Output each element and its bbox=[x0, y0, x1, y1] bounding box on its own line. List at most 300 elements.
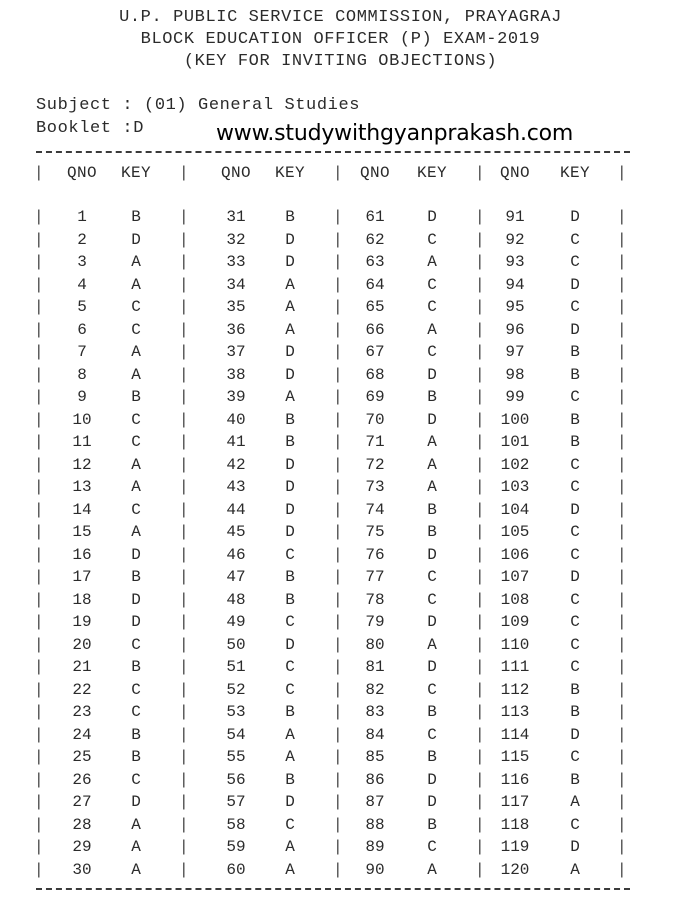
answer-key: B bbox=[427, 815, 437, 834]
column-header-qno: QNO bbox=[499, 164, 530, 182]
column-separator: | bbox=[333, 725, 343, 744]
column-header-qno: QNO bbox=[220, 164, 251, 182]
question-number: 28 bbox=[72, 815, 92, 834]
answer-key: D bbox=[285, 343, 295, 361]
question-number: 26 bbox=[72, 770, 92, 789]
column-separator: | bbox=[333, 275, 343, 294]
column-separator: | bbox=[34, 343, 44, 361]
answer-key: A bbox=[427, 320, 437, 339]
column-separator: | bbox=[34, 410, 44, 429]
question-number: 85 bbox=[365, 748, 385, 766]
column-separator: | bbox=[475, 164, 485, 182]
question-number: 19 bbox=[72, 613, 92, 631]
column-separator: | bbox=[333, 298, 343, 316]
answer-key: A bbox=[285, 298, 295, 316]
column-separator: | bbox=[617, 388, 627, 406]
question-number: 67 bbox=[365, 343, 385, 361]
answer-key: D bbox=[570, 320, 580, 339]
question-number: 1 bbox=[77, 208, 87, 226]
question-number: 105 bbox=[500, 523, 530, 541]
question-number: 108 bbox=[500, 590, 530, 609]
question-number: 66 bbox=[365, 320, 385, 339]
answer-key: C bbox=[131, 680, 141, 699]
column-separator: | bbox=[475, 478, 485, 496]
answer-key: D bbox=[570, 208, 580, 226]
answer-key: B bbox=[131, 725, 141, 744]
answer-key: A bbox=[570, 860, 580, 879]
answer-key: D bbox=[285, 523, 295, 541]
question-number: 7 bbox=[77, 343, 87, 361]
answer-key: B bbox=[285, 410, 295, 429]
column-separator: | bbox=[475, 388, 485, 406]
answer-key: A bbox=[285, 275, 295, 294]
column-separator: | bbox=[179, 433, 189, 451]
answer-key: B bbox=[570, 365, 580, 384]
answer-key: C bbox=[427, 568, 437, 586]
column-header-qno: QNO bbox=[359, 164, 390, 182]
question-number: 2 bbox=[77, 230, 87, 249]
answer-key: A bbox=[285, 725, 295, 744]
question-number: 24 bbox=[72, 725, 92, 744]
booklet-line: Booklet :D bbox=[36, 119, 145, 138]
answer-key: C bbox=[570, 523, 580, 541]
answer-key: D bbox=[285, 793, 295, 811]
column-separator: | bbox=[34, 478, 44, 496]
column-separator: | bbox=[617, 500, 627, 519]
column-separator: | bbox=[333, 770, 343, 789]
answer-key: A bbox=[427, 253, 437, 271]
question-number: 68 bbox=[365, 365, 385, 384]
column-separator: | bbox=[475, 208, 485, 226]
column-separator: | bbox=[333, 568, 343, 586]
answer-key: B bbox=[285, 433, 295, 451]
column-separator: | bbox=[333, 793, 343, 811]
column-separator: | bbox=[617, 253, 627, 271]
question-number: 110 bbox=[500, 635, 530, 654]
column-separator: | bbox=[179, 478, 189, 496]
column-separator: | bbox=[34, 253, 44, 271]
question-number: 8 bbox=[77, 365, 87, 384]
answer-key: A bbox=[427, 635, 437, 654]
question-number: 90 bbox=[365, 860, 385, 879]
answer-key: A bbox=[131, 815, 141, 834]
column-separator: | bbox=[333, 703, 343, 721]
answer-key: A bbox=[427, 478, 437, 496]
question-number: 55 bbox=[226, 748, 246, 766]
question-number: 61 bbox=[365, 208, 385, 226]
question-number: 73 bbox=[365, 478, 385, 496]
question-number: 12 bbox=[72, 455, 92, 474]
column-separator: | bbox=[333, 500, 343, 519]
column-separator: | bbox=[34, 815, 44, 834]
question-number: 53 bbox=[226, 703, 246, 721]
column-separator: | bbox=[617, 770, 627, 789]
answer-key: C bbox=[131, 410, 141, 429]
answer-key: C bbox=[427, 725, 437, 744]
column-separator: | bbox=[617, 793, 627, 811]
column-separator: | bbox=[34, 860, 44, 879]
question-number: 109 bbox=[500, 613, 530, 631]
column-separator: | bbox=[34, 770, 44, 789]
answer-key: D bbox=[285, 365, 295, 384]
question-number: 5 bbox=[77, 298, 87, 316]
answer-key: C bbox=[285, 680, 295, 699]
answer-key: B bbox=[427, 388, 437, 406]
question-number: 72 bbox=[365, 455, 385, 474]
bottom-rule bbox=[36, 888, 630, 890]
column-separator: | bbox=[34, 680, 44, 699]
column-separator: | bbox=[617, 590, 627, 609]
column-separator: | bbox=[475, 748, 485, 766]
column-separator: | bbox=[617, 680, 627, 699]
question-number: 27 bbox=[72, 793, 92, 811]
answer-key: D bbox=[570, 838, 580, 856]
column-separator: | bbox=[34, 613, 44, 631]
column-separator: | bbox=[475, 320, 485, 339]
answer-key: C bbox=[131, 635, 141, 654]
question-number: 29 bbox=[72, 838, 92, 856]
column-separator: | bbox=[333, 523, 343, 541]
question-number: 77 bbox=[365, 568, 385, 586]
column-separator: | bbox=[617, 365, 627, 384]
question-number: 44 bbox=[226, 500, 246, 519]
column-separator: | bbox=[617, 208, 627, 226]
column-separator: | bbox=[34, 590, 44, 609]
question-number: 21 bbox=[72, 658, 92, 676]
column-separator: | bbox=[333, 478, 343, 496]
question-number: 10 bbox=[72, 410, 92, 429]
column-separator: | bbox=[333, 860, 343, 879]
answer-key: D bbox=[285, 478, 295, 496]
question-number: 38 bbox=[226, 365, 246, 384]
answer-key: D bbox=[427, 208, 437, 226]
answer-key: D bbox=[427, 793, 437, 811]
column-separator: | bbox=[617, 433, 627, 451]
question-number: 33 bbox=[226, 253, 246, 271]
column-separator: | bbox=[333, 388, 343, 406]
top-rule bbox=[36, 151, 630, 153]
answer-key: C bbox=[285, 815, 295, 834]
answer-key: D bbox=[131, 590, 141, 609]
question-number: 112 bbox=[500, 680, 530, 699]
question-number: 36 bbox=[226, 320, 246, 339]
question-number: 116 bbox=[500, 770, 530, 789]
question-number: 79 bbox=[365, 613, 385, 631]
column-separator: | bbox=[475, 365, 485, 384]
question-number: 54 bbox=[226, 725, 246, 744]
question-number: 93 bbox=[505, 253, 525, 271]
column-separator: | bbox=[34, 365, 44, 384]
answer-key: A bbox=[285, 388, 295, 406]
question-number: 92 bbox=[505, 230, 525, 249]
question-number: 31 bbox=[226, 208, 246, 226]
website-watermark: www.studywithgyanprakash.com bbox=[216, 121, 574, 146]
question-number: 42 bbox=[226, 455, 246, 474]
column-separator: | bbox=[34, 658, 44, 676]
column-separator: | bbox=[34, 500, 44, 519]
column-separator: | bbox=[475, 500, 485, 519]
question-number: 84 bbox=[365, 725, 385, 744]
answer-key: C bbox=[131, 320, 141, 339]
question-number: 107 bbox=[500, 568, 530, 586]
column-separator: | bbox=[475, 545, 485, 564]
answer-key: D bbox=[570, 568, 580, 586]
column-separator: | bbox=[617, 455, 627, 474]
question-number: 63 bbox=[365, 253, 385, 271]
answer-key: B bbox=[285, 770, 295, 789]
question-number: 52 bbox=[226, 680, 246, 699]
column-separator: | bbox=[475, 658, 485, 676]
column-separator: | bbox=[333, 433, 343, 451]
column-separator: | bbox=[34, 748, 44, 766]
question-number: 101 bbox=[500, 433, 530, 451]
question-number: 102 bbox=[500, 455, 530, 474]
answer-key: C bbox=[131, 433, 141, 451]
column-separator: | bbox=[179, 298, 189, 316]
column-separator: | bbox=[333, 838, 343, 856]
answer-key: D bbox=[285, 500, 295, 519]
column-separator: | bbox=[333, 590, 343, 609]
question-number: 6 bbox=[77, 320, 87, 339]
answer-key: A bbox=[427, 860, 437, 879]
column-header-key: KEY bbox=[416, 164, 447, 182]
answer-key: D bbox=[285, 253, 295, 271]
column-separator: | bbox=[179, 613, 189, 631]
question-number: 120 bbox=[500, 860, 530, 879]
answer-key: D bbox=[131, 613, 141, 631]
question-number: 9 bbox=[77, 388, 87, 406]
question-number: 71 bbox=[365, 433, 385, 451]
question-number: 18 bbox=[72, 590, 92, 609]
answer-key: B bbox=[285, 208, 295, 226]
answer-key: C bbox=[570, 635, 580, 654]
column-separator: | bbox=[179, 545, 189, 564]
column-separator: | bbox=[179, 725, 189, 744]
column-separator: | bbox=[179, 748, 189, 766]
question-number: 58 bbox=[226, 815, 246, 834]
question-number: 96 bbox=[505, 320, 525, 339]
answer-key: C bbox=[285, 613, 295, 631]
question-number: 65 bbox=[365, 298, 385, 316]
question-number: 13 bbox=[72, 478, 92, 496]
question-number: 111 bbox=[500, 658, 530, 676]
column-separator: | bbox=[333, 658, 343, 676]
column-separator: | bbox=[475, 590, 485, 609]
question-number: 37 bbox=[226, 343, 246, 361]
column-separator: | bbox=[333, 230, 343, 249]
column-separator: | bbox=[333, 164, 343, 182]
answer-key: B bbox=[570, 343, 580, 361]
question-number: 40 bbox=[226, 410, 246, 429]
column-separator: | bbox=[617, 725, 627, 744]
column-separator: | bbox=[333, 613, 343, 631]
answer-key: C bbox=[427, 838, 437, 856]
question-number: 117 bbox=[500, 793, 530, 811]
question-number: 80 bbox=[365, 635, 385, 654]
question-number: 75 bbox=[365, 523, 385, 541]
column-separator: | bbox=[179, 230, 189, 249]
column-separator: | bbox=[34, 703, 44, 721]
answer-key: C bbox=[131, 298, 141, 316]
column-separator: | bbox=[179, 838, 189, 856]
column-separator: | bbox=[333, 208, 343, 226]
column-header-key: KEY bbox=[120, 164, 151, 182]
answer-key: B bbox=[285, 590, 295, 609]
answer-key: C bbox=[427, 298, 437, 316]
question-number: 87 bbox=[365, 793, 385, 811]
answer-key: C bbox=[427, 680, 437, 699]
column-header-key: KEY bbox=[274, 164, 305, 182]
column-separator: | bbox=[333, 410, 343, 429]
question-number: 45 bbox=[226, 523, 246, 541]
column-separator: | bbox=[475, 613, 485, 631]
answer-key: D bbox=[427, 545, 437, 564]
column-separator: | bbox=[617, 410, 627, 429]
question-number: 11 bbox=[72, 433, 92, 451]
question-number: 3 bbox=[77, 253, 87, 271]
column-separator: | bbox=[34, 230, 44, 249]
column-separator: | bbox=[179, 703, 189, 721]
subject-line: Subject : (01) General Studies bbox=[36, 96, 361, 115]
column-separator: | bbox=[617, 478, 627, 496]
column-separator: | bbox=[179, 860, 189, 879]
question-number: 69 bbox=[365, 388, 385, 406]
answer-key: C bbox=[427, 590, 437, 609]
question-number: 41 bbox=[226, 433, 246, 451]
column-separator: | bbox=[333, 545, 343, 564]
column-separator: | bbox=[475, 523, 485, 541]
column-separator: | bbox=[34, 455, 44, 474]
question-number: 48 bbox=[226, 590, 246, 609]
column-separator: | bbox=[617, 860, 627, 879]
question-number: 14 bbox=[72, 500, 92, 519]
column-separator: | bbox=[475, 703, 485, 721]
column-separator: | bbox=[179, 793, 189, 811]
question-number: 119 bbox=[500, 838, 530, 856]
answer-key: C bbox=[285, 658, 295, 676]
column-separator: | bbox=[179, 253, 189, 271]
question-number: 49 bbox=[226, 613, 246, 631]
column-separator: | bbox=[179, 815, 189, 834]
column-separator: | bbox=[34, 793, 44, 811]
answer-key: C bbox=[285, 545, 295, 564]
answer-key: B bbox=[427, 500, 437, 519]
answer-key: A bbox=[131, 343, 141, 361]
answer-key: B bbox=[570, 680, 580, 699]
answer-key: A bbox=[131, 253, 141, 271]
question-number: 86 bbox=[365, 770, 385, 789]
answer-key: D bbox=[570, 500, 580, 519]
column-separator: | bbox=[179, 343, 189, 361]
column-separator: | bbox=[34, 298, 44, 316]
answer-key: C bbox=[570, 388, 580, 406]
question-number: 83 bbox=[365, 703, 385, 721]
answer-key: A bbox=[131, 523, 141, 541]
question-number: 23 bbox=[72, 703, 92, 721]
question-number: 15 bbox=[72, 523, 92, 541]
column-separator: | bbox=[179, 164, 189, 182]
question-number: 62 bbox=[365, 230, 385, 249]
answer-key: C bbox=[570, 253, 580, 271]
column-separator: | bbox=[475, 343, 485, 361]
question-number: 51 bbox=[226, 658, 246, 676]
header-line-2: BLOCK EDUCATION OFFICER (P) EXAM-2019 bbox=[140, 30, 541, 49]
question-number: 46 bbox=[226, 545, 246, 564]
question-number: 81 bbox=[365, 658, 385, 676]
column-separator: | bbox=[617, 635, 627, 654]
column-separator: | bbox=[617, 545, 627, 564]
column-separator: | bbox=[475, 815, 485, 834]
answer-key: C bbox=[570, 815, 580, 834]
answer-key: B bbox=[131, 568, 141, 586]
question-number: 100 bbox=[500, 410, 530, 429]
answer-key: C bbox=[427, 230, 437, 249]
column-separator: | bbox=[475, 793, 485, 811]
column-separator: | bbox=[475, 253, 485, 271]
answer-key: B bbox=[570, 433, 580, 451]
column-separator: | bbox=[179, 455, 189, 474]
question-number: 35 bbox=[226, 298, 246, 316]
column-separator: | bbox=[475, 410, 485, 429]
answer-key: B bbox=[570, 770, 580, 789]
column-separator: | bbox=[179, 208, 189, 226]
answer-key: A bbox=[427, 455, 437, 474]
column-separator: | bbox=[34, 523, 44, 541]
answer-key: D bbox=[285, 455, 295, 474]
answer-key: A bbox=[131, 455, 141, 474]
column-header-key: KEY bbox=[559, 164, 590, 182]
answer-key: B bbox=[427, 523, 437, 541]
answer-key: A bbox=[285, 838, 295, 856]
answer-key: A bbox=[570, 793, 580, 811]
answer-key: A bbox=[131, 860, 141, 879]
answer-key: C bbox=[570, 748, 580, 766]
question-number: 91 bbox=[505, 208, 525, 226]
answer-key: C bbox=[427, 343, 437, 361]
answer-key: D bbox=[131, 545, 141, 564]
column-separator: | bbox=[34, 568, 44, 586]
answer-key: C bbox=[131, 500, 141, 519]
column-separator: | bbox=[179, 365, 189, 384]
question-number: 20 bbox=[72, 635, 92, 654]
column-separator: | bbox=[617, 230, 627, 249]
question-number: 25 bbox=[72, 748, 92, 766]
question-number: 88 bbox=[365, 815, 385, 834]
answer-key: D bbox=[427, 770, 437, 789]
column-separator: | bbox=[34, 164, 44, 182]
answer-key: C bbox=[570, 298, 580, 316]
question-number: 47 bbox=[226, 568, 246, 586]
answer-key: C bbox=[570, 478, 580, 496]
answer-key: C bbox=[427, 275, 437, 294]
column-separator: | bbox=[617, 703, 627, 721]
column-separator: | bbox=[34, 320, 44, 339]
answer-key: D bbox=[427, 658, 437, 676]
question-number: 57 bbox=[226, 793, 246, 811]
column-separator: | bbox=[475, 455, 485, 474]
header-line-3: (KEY FOR INVITING OBJECTIONS) bbox=[183, 52, 498, 71]
answer-key: B bbox=[427, 748, 437, 766]
column-separator: | bbox=[617, 164, 627, 182]
answer-key: D bbox=[570, 275, 580, 294]
question-number: 106 bbox=[500, 545, 530, 564]
column-separator: | bbox=[179, 410, 189, 429]
column-separator: | bbox=[475, 230, 485, 249]
column-separator: | bbox=[617, 320, 627, 339]
answer-key: B bbox=[285, 703, 295, 721]
question-number: 4 bbox=[77, 275, 87, 294]
column-separator: | bbox=[475, 635, 485, 654]
